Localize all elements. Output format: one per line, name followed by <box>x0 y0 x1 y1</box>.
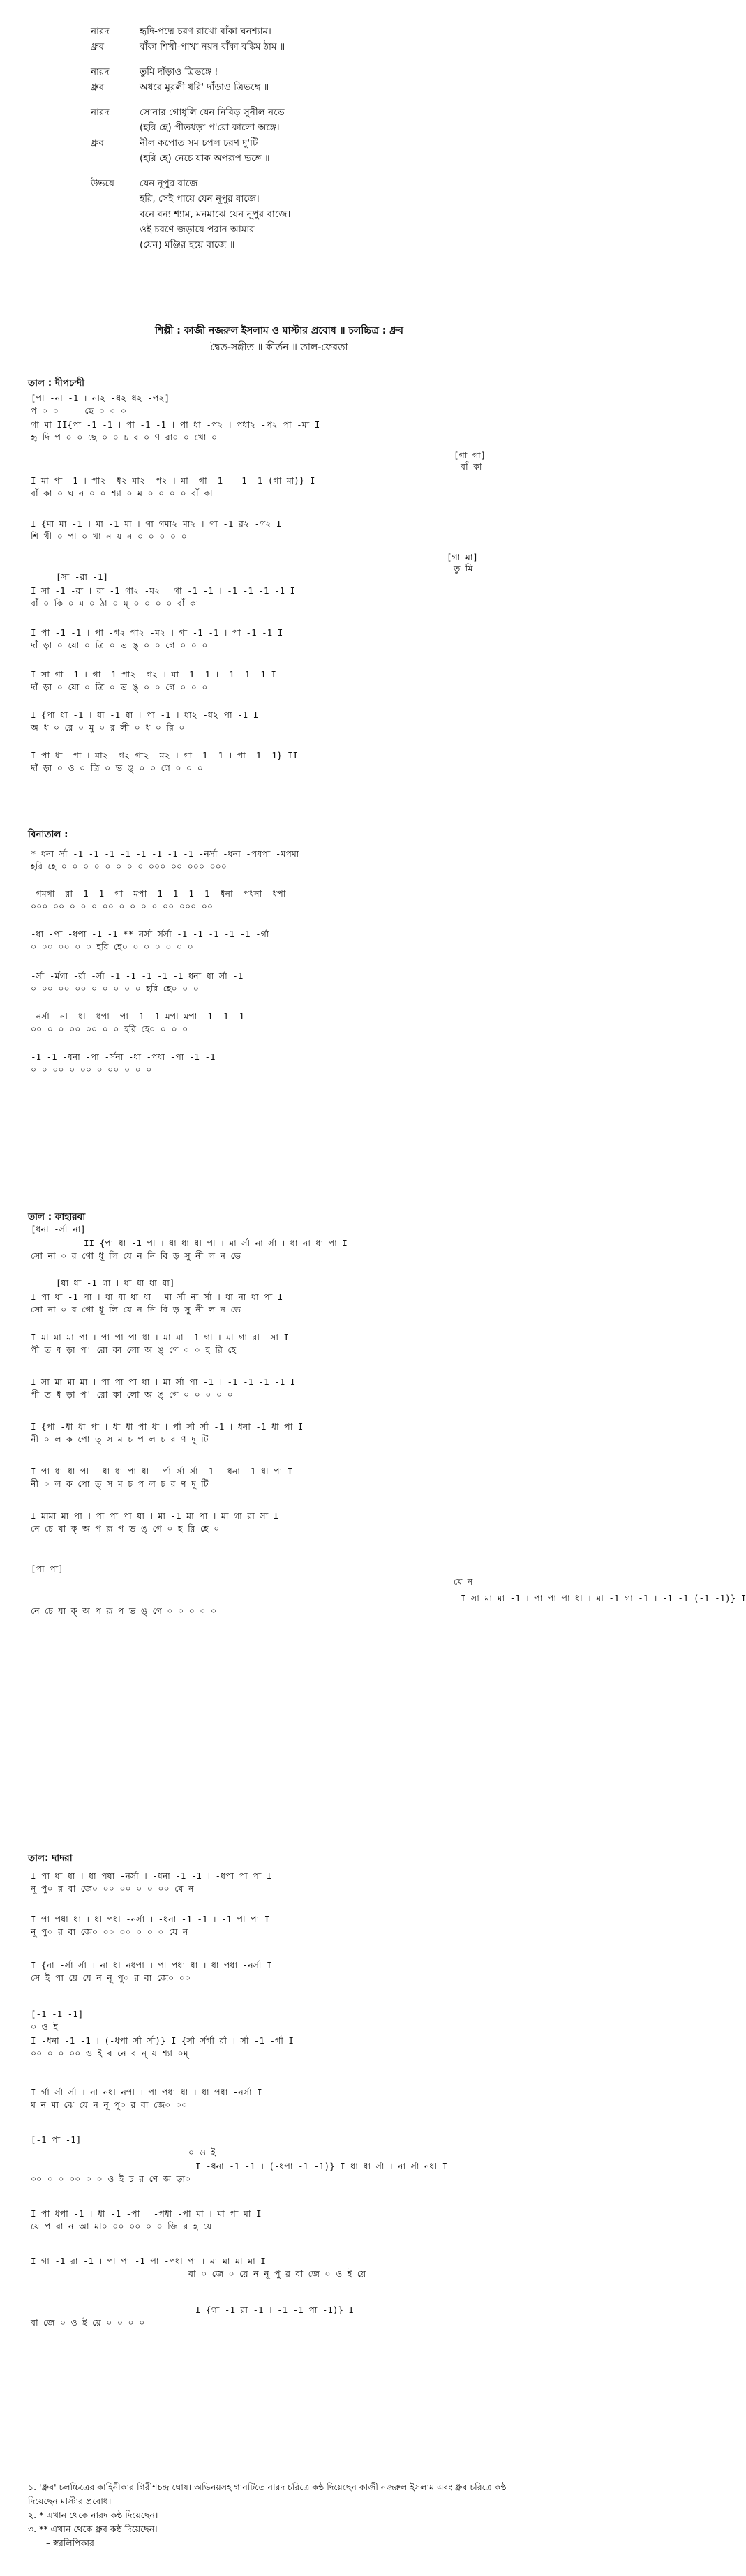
notation-line: -ধা -পা -ধপা -1 -1 ** নর্সা র্সর্সা -1 -1 -1 -1 -1 -র্গা <box>31 929 269 939</box>
lyrics-stanza <box>91 176 482 253</box>
footnote: ৩. ** এখান থেকে ধ্রুব কন্ঠ দিয়েছেন। <box>28 2524 158 2534</box>
notation-line: ০০ ০ ০ ০০ ০ ০ ও ই চ র ণে জ ড়া০ <box>31 2173 191 2184</box>
notation-line: দাঁ ড়া ০ যো ০ ত্রি ০ ভ ঙ্ ০ ০ গে ০ ০ ০ <box>31 682 208 692</box>
notation-line: [ধনা -র্সা না] <box>31 1224 86 1234</box>
speaker-name: নারদ <box>91 26 110 37</box>
lyrics-line <box>91 39 482 54</box>
lyrics-line <box>91 222 482 237</box>
notation-line: I র্গা র্সা র্সা । না নধা নপা । পা পধা ধা । ধা পধা -নর্সা I <box>31 2087 262 2097</box>
notation-line: হরি হে ০ ০ ০ ০ ০ ০ ০ ০ ০০০ ০০ ০০০ ০০০ <box>31 861 227 871</box>
footnote: – স্বরলিপিকার <box>46 2538 94 2548</box>
notation-line: II {পা ধা -1 পা । ধা ধা ধা পা । মা র্সা না র্সা । ধা না ধা পা I <box>84 1238 348 1248</box>
notation-marker: [গা মা] <box>447 552 478 562</box>
lyric-text: বনে বন্য শ্যাম, মনমাঝে যেন নূপুর বাজে। <box>140 209 291 220</box>
speaker-name: নারদ <box>91 107 110 118</box>
credits <box>0 322 558 356</box>
lyric-text: নীল কপোত সম চপল চরণ দু'টি <box>140 137 258 149</box>
lyrics-line <box>91 237 482 253</box>
lyric-text: যেন নূপুর বাজে– <box>140 178 203 189</box>
lyrics-line <box>91 80 482 95</box>
lyrics-line <box>91 24 482 39</box>
speaker-name <box>91 120 140 135</box>
notation-line: ০ ও ই <box>31 2021 58 2032</box>
notation-line: I {না -র্সা র্সা । না ধা নধপা । পা পধা ধা । ধা পধা -নর্সা I <box>31 1960 272 1970</box>
notation-line: নী ০ ল ক পো ত্ স ম চ প ল চ র ণ দু টি <box>31 1434 209 1444</box>
notation-line: I পা ধপা -1 । ধা -1 -পা । -পধা -পা মা । মা পা মা I <box>31 2208 262 2219</box>
lyric-text: হৃদি-পদ্মে চরণ রাখো বাঁকা ঘনশ্যাম। <box>140 26 271 37</box>
speaker-name <box>91 222 140 237</box>
notation-line: সো না ০ র গো ধূ লি যে ন নি বি ড় সু নী ল ন ভে <box>31 1250 241 1261</box>
notation-line: ০০০ ০০ ০ ০ ০ ০০ ০ ০ ০ ০ ০০ ০০০ ০০ <box>31 901 213 911</box>
notation-line: -নর্সা -না -ধা -ধপা -পা -1 -1 মপা মপা -1 -1 -1 <box>31 1011 245 1021</box>
notation-line: পী ত ধ ড়া প' রো কা লো অ ঙ্ গে ০ ০ হ রি হে <box>31 1345 237 1355</box>
lyrics-line <box>91 64 482 80</box>
notation-line: গা মা II{পা -1 -1 । পা -1 -1 । পা ধা -প২ । পধা২ -প২ পা -মা I <box>31 419 320 430</box>
taal-heading: তাল : কাহারবা <box>28 1211 86 1222</box>
notation-line: [পা পা] <box>31 1564 64 1574</box>
lyrics-stanza <box>91 105 482 166</box>
notation-line: I পা পধা ধা । ধা পধা -নর্সা । -ধনা -1 -1 । -1 পা পা I <box>31 1914 270 1924</box>
notation-line: I {পা -ধা ধা পা । ধা ধা পা ধা । র্পা র্সা র্সা -1 । ধনা -1 ধা পা I <box>31 1421 304 1432</box>
notation-line: প ০ ০ ছে ০ ০ ০ <box>31 405 127 416</box>
lyrics-stanza <box>91 64 482 95</box>
notation-line: I পা ধা -1 পা । ধা ধা ধা ধা । মা র্সা না র্সা । ধা না ধা পা I <box>31 1291 283 1302</box>
notation-line: বাঁ কা ০ ঘ ন ০ ০ শ্যা ০ ম ০ ০ ০ ০ বাঁ কা <box>31 488 213 498</box>
speaker-name <box>91 207 140 222</box>
lyrics-line <box>91 151 482 166</box>
notation-line: I {মা মা -1 । মা -1 মা । গা গমা২ মা২ । গা -1 র২ -গ২ I <box>31 518 282 529</box>
notation-line: I -ধনা -1 -1 । (-ধপা র্সা র্সা)} I {র্সা র্সর্গা র্রা । র্সা -1 -র্গা I <box>31 2035 294 2046</box>
speaker-name <box>91 237 140 253</box>
notation-line: দাঁ ড়া ০ যো ০ ত্রি ০ ভ ঙ্ ০ ০ গে ০ ০ ০ <box>31 640 208 650</box>
speaker-name <box>91 151 140 166</box>
notation-line: -র্সা -র্মগা -র্রা -র্সা -1 -1 -1 -1 -1 ধনা ধা র্সা -1 <box>31 971 244 981</box>
notation-line: তু মি <box>454 563 473 574</box>
taal-heading: বিনাতাল : <box>28 829 68 840</box>
notation-line: [পা -না -1 । না২ -ধ২ ধ২ -প২] <box>31 393 170 403</box>
notation-line: I {পা ধা -1 । ধা -1 ধা । পা -1 । ধা২ -ধ২ পা -1 I <box>31 710 259 720</box>
notation-line: ০ ০০ ০০ ০ ০ হরি হে০ ০ ০ ০ ০ ০ ০ <box>31 941 193 952</box>
notation-line: য়ে প রা ন আ মা০ ০০ ০০ ০ ০ জি র হ য়ে <box>31 2221 212 2231</box>
notation-line: [-1 পা -1] <box>31 2134 82 2145</box>
notation-line: পী ত ধ ড়া প' রো কা লো অ ঙ্ গে ০ ০ ০ ০ ০ <box>31 1389 233 1400</box>
notation-line: I মামা মা পা । পা পা পা ধা । মা -1 মা পা । মা গা রা সা I <box>31 1511 279 1521</box>
notation-line: বাঁ ০ কি ০ ম ০ ঠা ০ ম্ ০ ০ ০ ০ বাঁ কা <box>31 598 199 608</box>
speaker-name: উভয়ে <box>91 178 114 189</box>
notation-line: I সা মা মা -1 । পা পা পা ধা । মা -1 গা -1 । -1 -1 (-1 -1)} I <box>461 1593 746 1603</box>
credits-genre-line: দ্বৈত-সঙ্গীত ॥ কীর্তন ॥ তাল-ফেরতা <box>210 342 348 353</box>
lyrics-line <box>91 176 482 191</box>
notation-marker: [ধা ধা -1 গা । ধা ধা ধা ধা] <box>56 1278 175 1288</box>
notation-line: ০ ০ ০০ ০ ০০ ০ ০০ ০ ০ ০ <box>31 1064 152 1074</box>
notation-line: নূ পু০ র বা জে০ ০০ ০০ ০ ০ ০০ যে ন <box>31 1883 194 1894</box>
lyrics-line <box>91 105 482 120</box>
notation-line: I পা ধা -পা । মা২ -গ২ গা২ -ম২ । গা -1 -1 । পা -1 -1} II <box>31 750 299 761</box>
taal-heading: তাল : দীপচন্দী <box>28 377 84 389</box>
lyric-text: (যেন) মঞ্জির হয়ে বাজে ॥ <box>140 239 235 250</box>
notation-line: I সা গা -1 । গা -1 পা২ -গ২ । মা -1 -1 । -1 -1 -1 I <box>31 669 276 680</box>
speaker-name: ধ্রুব <box>91 41 104 52</box>
notation-line: I {গা -1 রা -1 । -1 -1 পা -1)} I <box>195 2305 355 2315</box>
notation-line: * ধনা র্সা -1 -1 -1 -1 -1 -1 -1 -1 -নর্সা -ধনা -পধপা -মপমা <box>31 848 299 859</box>
notation-line: বা জে ০ ও ই য়ে ০ ০ ০ ০ <box>31 2317 145 2328</box>
notation-line: নী ০ ল ক পো ত্ স ম চ প ল চ র ণ দু টি <box>31 1478 209 1489</box>
notation-marker: যে ন <box>454 1576 473 1587</box>
notation-line: I -ধনা -1 -1 । (-ধপা -1 -1)} I ধা ধা র্সা । না র্সা নধা I <box>195 2161 448 2171</box>
notation-marker: ০ ও ই <box>188 2147 216 2157</box>
notation-line: I পা ধা ধা । ধা পধা -নর্সা । -ধনা -1 -1 । -ধপা পা পা I <box>31 1871 272 1881</box>
lyrics-line <box>91 120 482 135</box>
lyrics-line <box>91 207 482 222</box>
notation-line: সে ই পা য়ে যে ন নূ পু০ র বা জে০ ০০ <box>31 1972 191 1983</box>
speaker-name: ধ্রুব <box>91 137 104 149</box>
footnotes <box>28 2480 530 2550</box>
footnote: ১. 'ধ্রুব' চলচ্চিত্রের কাহিনীকার গিরীশচন্দ্র ঘোষ। অভিনয়সহ গানটিতে নারদ চরিত্রে কন্ঠ দিয়েছেন কাজী নজরুল ইসলাম এবং ধ্রুব চরিত্রে কন্ঠ দিয়েছেন মাস্টার প্রবোধ। <box>28 2482 507 2506</box>
lyric-text: সোনার গোধূলি যেন নিবিড় সুনীল নভে <box>140 107 285 118</box>
lyric-text: অধরে মুরলী ধরি' দাঁড়াও ত্রিভঙ্গে ॥ <box>140 82 269 93</box>
lyric-text: (হরি হে) নেচে যাক অপরূপ ভঙ্গে ॥ <box>140 153 270 164</box>
notation-line: [-1 -1 -1] <box>31 2009 84 2019</box>
speaker-name: নারদ <box>91 66 110 77</box>
lyric-text: হরি, সেই পায়ে যেন নূপুর বাজে। <box>140 193 260 204</box>
notation-marker: বাঁ কা <box>461 461 482 472</box>
credits-artist-line: শিল্পী : কাজী নজরুল ইসলাম ও মাস্টার প্রবোধ ॥ চলচ্চিত্র : ধ্রুব <box>155 325 403 336</box>
notation-line: I পা -1 -1 । পা -গ২ গা২ -ম২ । গা -1 -1 । পা -1 -1 I <box>31 627 283 638</box>
notation-line: সো না ০ র গো ধূ লি যে ন নি বি ড় সু নী ল ন ভে <box>31 1304 241 1315</box>
notation-line: -1 -1 -ধনা -পা -র্সনা -ধা -পধা -পা -1 -1 <box>31 1051 216 1062</box>
notation-line: অ ধ ০ রে ০ মু ০ র লী ০ ধ ০ রি ০ <box>31 722 185 733</box>
notation-line: নে চে যা ক্ অ প রূ প ভ ঙ্ গে ০ ০ ০ ০ ০ <box>31 1605 217 1616</box>
footnote: ২. * এখান থেকে নারদ কন্ঠ দিয়েছেন। <box>28 2510 158 2520</box>
speaker-name <box>91 191 140 207</box>
notation-line: I সা মা মা মা । পা পা পা ধা । মা র্সা পা -1 । -1 -1 -1 -1 I <box>31 1377 296 1387</box>
notation-marker: [সা -রা -1] <box>56 571 109 582</box>
notation-line: হৃ দি প ০ ০ ছে ০ ০ চ র ০ ণ রা০ ০ খো ০ <box>31 432 218 442</box>
notation-line: বা ০ জে ০ য়ে ন নূ পু র বা জে ০ ও ই য়ে <box>188 2268 366 2279</box>
notation-line: নূ পু০ র বা জে০ ০০ ০০ ০ ০ ০ যে ন <box>31 1926 188 1937</box>
notation-line: I মা পা -1 । পা২ -ধ২ মা২ -প২ । মা -গা -1 । -1 -1 (গা মা)} I <box>31 475 315 486</box>
notation-line: ০০ ০ ০ ০০ ও ই ব নে ব ন্ য শ্যা ০ম্ <box>31 2048 188 2058</box>
notation-line: I গা -1 রা -1 । পা পা -1 পা -পধা পা । মা মা মা মা I <box>31 2256 266 2266</box>
notation-line: ম ন মা ঝে যে ন নূ পু০ র বা জে০ ০০ <box>31 2099 188 2110</box>
lyric-text: ওই চরণে জড়ায়ে পরান আমার <box>140 224 255 235</box>
lyrics-stanza <box>91 24 482 54</box>
lyric-text: তুমি দাঁড়াও ত্রিভঙ্গে ! <box>140 66 218 77</box>
lyric-text: বাঁকা শিখী-পাখা নয়ন বাঁকা বঙ্কিম ঠাম ॥ <box>140 41 285 52</box>
notation-marker: [গা গা] <box>454 450 486 460</box>
lyrics-block <box>91 24 482 262</box>
taal-heading: তাল: দাদরা <box>28 1852 73 1864</box>
notation-line: নে চে যা ক্ অ প রূ প ভ ঙ্ গে ০ হ রি হে ০ <box>31 1523 220 1534</box>
speaker-name: ধ্রুব <box>91 82 104 93</box>
lyric-text: (হরি হে) পীতধড়া প'রো কালো অঙ্গে। <box>140 122 280 133</box>
notation-line: -গমগা -রা -1 -1 -গা -মপা -1 -1 -1 -1 -ধনা -পধনা -ধপা <box>31 888 286 899</box>
notation-line: I সা -1 -রা । রা -1 গা২ -ম২ । গা -1 -1 । -1 -1 -1 -1 I <box>31 585 296 596</box>
notation-line: ০ ০০ ০০ ০০ ০ ০ ০ ০ ০ হরি হে০ ০ ০ <box>31 983 199 994</box>
notation-line: I পা ধা ধা পা । ধা ধা পা ধা । র্পা র্সা র্সা -1 । ধনা -1 ধা পা I <box>31 1466 293 1476</box>
lyrics-line <box>91 191 482 207</box>
lyrics-line <box>91 135 482 151</box>
notation-line: ০০ ০ ০ ০০ ০০ ০ ০ হরি হে০ ০ ০ ০ <box>31 1024 188 1034</box>
notation-line: দাঁ ড়া ০ ও ০ ত্রি ০ ভ ঙ্ ০ ০ গে ০ ০ ০ <box>31 763 203 773</box>
notation-line: শি খী ০ পা ০ খা ন য় ন ০ ০ ০ ০ ০ <box>31 531 187 541</box>
notation-line: I মা মা মা পা । পা পা পা ধা । মা মা -1 গা । মা গা রা -সা I <box>31 1332 290 1342</box>
